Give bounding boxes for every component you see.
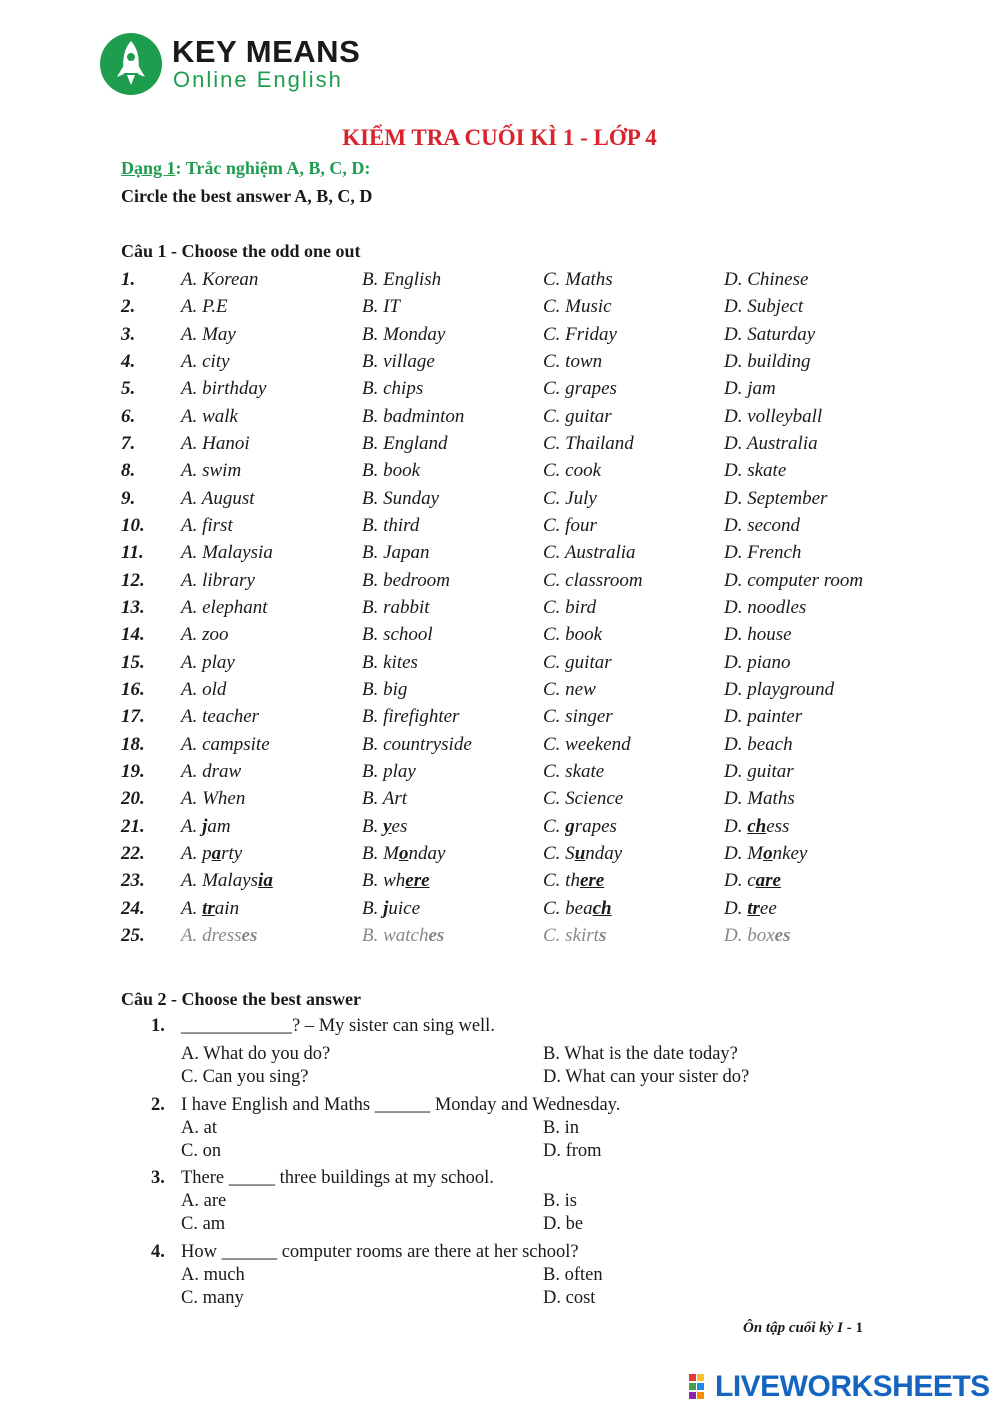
option-text: B. M	[362, 842, 399, 864]
item-number: 3.	[121, 323, 136, 345]
option-text: C. S	[543, 842, 575, 864]
rocket-icon	[100, 33, 162, 95]
option-a[interactable]: A. campsite	[181, 733, 270, 755]
item-number: 20.	[121, 788, 145, 810]
list-item	[121, 539, 921, 566]
list-item	[121, 485, 921, 512]
option-text: ess	[766, 815, 790, 837]
list-item	[121, 813, 921, 840]
question-item	[151, 1168, 911, 1238]
list-item	[121, 758, 921, 785]
section-label-underlined: Dạng 1	[121, 158, 176, 178]
option-a[interactable]: A. Korean	[181, 269, 259, 290]
question-item	[151, 1242, 911, 1312]
option-text: am	[207, 815, 231, 837]
option-d[interactable]: D. September	[724, 487, 828, 509]
option-a[interactable]: A. much	[181, 1265, 245, 1285]
option-text: ain	[214, 897, 240, 919]
list-item	[121, 567, 921, 594]
page-number: 1	[855, 1320, 864, 1336]
option-b[interactable]: B. firefighter	[362, 706, 460, 728]
option-b[interactable]: B. badminton	[362, 405, 465, 427]
option-text: rty	[221, 842, 243, 864]
list-item	[121, 375, 921, 402]
footer-roman: I	[837, 1320, 844, 1336]
option-c[interactable]: C. town	[543, 350, 603, 372]
option-b[interactable]: B. Monday	[362, 323, 446, 345]
brand-name: KEY MEANS	[172, 34, 361, 69]
option-a[interactable]	[181, 895, 239, 922]
list-item	[121, 676, 921, 703]
item-number: 6.	[121, 405, 136, 427]
highlighted-letters: o	[763, 842, 773, 864]
highlighted-letters: tr	[747, 897, 760, 919]
option-c[interactable]: C. Australia	[543, 542, 636, 564]
item-number: 4.	[121, 350, 136, 372]
item-number: 1.	[151, 1016, 165, 1036]
item-number: 18.	[121, 733, 145, 755]
item-number: 22.	[121, 842, 145, 864]
option-text: D.	[724, 815, 748, 837]
option-c[interactable]	[543, 867, 604, 894]
item-number: 15.	[121, 651, 145, 673]
option-c[interactable]: C. Maths	[543, 269, 613, 290]
option-c[interactable]: C. many	[181, 1288, 244, 1308]
list-item	[121, 266, 921, 293]
section-label-rest: : Trắc nghiệm A, B, C, D:	[175, 158, 371, 178]
option-b[interactable]: B. book	[362, 460, 421, 482]
option-c[interactable]: C. cook	[543, 460, 602, 482]
option-d[interactable]	[724, 895, 777, 922]
question-stem: I have English and Maths ______ Monday and Wednesday.	[181, 1095, 621, 1115]
option-c[interactable]: C. am	[181, 1214, 226, 1234]
highlighted-letters: j	[202, 815, 208, 837]
option-b[interactable]: B. bedroom	[362, 569, 450, 591]
highlighted-letters: tr	[202, 897, 215, 919]
option-b[interactable]: B. third	[362, 514, 420, 536]
list-item	[121, 457, 921, 484]
option-a[interactable]	[181, 867, 273, 894]
option-a[interactable]: A. first	[181, 514, 233, 536]
highlighted-letters: u	[574, 842, 586, 864]
option-d[interactable]: D. volleyball	[724, 405, 823, 427]
option-b[interactable]: B. chips	[362, 378, 424, 400]
option-d[interactable]: D. noodles	[724, 596, 807, 618]
option-d[interactable]: D. skate	[724, 460, 787, 482]
option-d[interactable]: D. What can your sister do?	[543, 1067, 750, 1087]
option-a[interactable]	[181, 813, 231, 840]
option-c[interactable]: C. bird	[543, 596, 597, 618]
option-b[interactable]	[362, 922, 444, 949]
option-b[interactable]: B. kites	[362, 651, 418, 673]
option-c[interactable]: C. Can you sing?	[181, 1067, 309, 1087]
item-number: 17.	[121, 706, 145, 728]
item-number: 7.	[121, 432, 136, 454]
list-item	[121, 512, 921, 539]
list-item	[121, 403, 921, 430]
option-c[interactable]: C. Thailand	[543, 432, 634, 454]
highlighted-letters: es	[428, 924, 445, 946]
option-text: C. th	[543, 870, 580, 892]
question-stem: There _____ three buildings at my school.	[181, 1168, 494, 1188]
option-d[interactable]: D. from	[543, 1141, 602, 1161]
footer-label: Ôn tập cuối kỳ	[743, 1320, 838, 1336]
option-a[interactable]: A. swim	[181, 460, 242, 482]
item-number: 5.	[121, 378, 136, 400]
item-number: 2.	[151, 1095, 165, 1115]
item-number: 11.	[121, 542, 144, 564]
option-c[interactable]: C. July	[543, 487, 597, 509]
odd-one-out-list	[121, 266, 921, 949]
option-text: rapes	[574, 815, 617, 837]
option-d[interactable]: D. Maths	[724, 788, 795, 810]
item-number: 23.	[121, 870, 145, 892]
option-text: nday	[408, 842, 446, 864]
list-item	[121, 430, 921, 457]
page-footer	[743, 1320, 863, 1337]
highlighted-letters: j	[383, 897, 389, 919]
list-item	[121, 922, 921, 949]
option-b[interactable]	[362, 813, 407, 840]
option-b[interactable]: B. in	[543, 1118, 579, 1138]
highlighted-letters: y	[383, 815, 392, 837]
item-number: 21.	[121, 815, 145, 837]
option-c[interactable]: C. on	[181, 1141, 222, 1161]
option-a[interactable]: A. play	[181, 651, 235, 673]
option-text: nday	[585, 842, 623, 864]
option-text: nkey	[772, 842, 808, 864]
option-a[interactable]	[181, 922, 257, 949]
option-text: D. box	[724, 924, 775, 946]
option-d[interactable]: D. be	[543, 1214, 584, 1234]
option-text: A. Malays	[181, 870, 259, 892]
list-item	[121, 703, 921, 730]
option-a[interactable]: A. birthday	[181, 378, 267, 400]
option-a[interactable]: A. teacher	[181, 706, 260, 728]
option-b[interactable]: B. countryside	[362, 733, 472, 755]
option-text: D.	[724, 897, 748, 919]
option-c[interactable]	[543, 840, 622, 867]
highlighted-letters: ia	[258, 870, 273, 892]
highlighted-letters: ere	[405, 870, 430, 892]
option-b[interactable]: B. school	[362, 624, 433, 646]
option-a[interactable]: A. draw	[181, 760, 242, 782]
option-d[interactable]: D. piano	[724, 651, 791, 673]
page-title: KIỂM TRA CUỐI KÌ 1 - LỚP 4	[342, 125, 657, 150]
option-d[interactable]: D. building	[724, 350, 811, 372]
item-number: 12.	[121, 569, 145, 591]
option-d[interactable]: D. Chinese	[724, 269, 809, 290]
option-d[interactable]	[724, 840, 807, 867]
list-item	[121, 840, 921, 867]
option-d[interactable]: D. playground	[724, 678, 835, 700]
option-text: B.	[362, 815, 384, 837]
question-item	[151, 1016, 911, 1092]
highlighted-letters: g	[565, 815, 575, 837]
option-a[interactable]: A. library	[181, 569, 255, 591]
item-number: 1.	[121, 269, 136, 290]
option-c[interactable]: C. four	[543, 514, 597, 536]
list-item	[121, 594, 921, 621]
option-a[interactable]: A. old	[181, 678, 227, 700]
option-a[interactable]: A. P.E	[181, 296, 228, 318]
item-number: 2.	[121, 296, 136, 318]
instruction: Circle the best answer A, B, C, D	[121, 186, 373, 206]
option-b[interactable]	[362, 895, 420, 922]
option-c[interactable]: C. skate	[543, 760, 605, 782]
list-item	[121, 649, 921, 676]
option-b[interactable]: B. play	[362, 760, 416, 782]
option-c[interactable]: C. weekend	[543, 733, 631, 755]
liveworksheets-icon	[689, 1374, 713, 1400]
question-stem: How ______ computer rooms are there at her school?	[181, 1242, 579, 1262]
option-c[interactable]	[543, 895, 612, 922]
highlighted-letters: es	[241, 924, 258, 946]
option-b[interactable]: B. Japan	[362, 542, 430, 564]
option-b[interactable]: B. is	[543, 1191, 577, 1211]
option-text: C.	[543, 815, 566, 837]
option-c[interactable]: C. guitar	[543, 651, 612, 673]
highlighted-letters: s	[598, 924, 607, 946]
item-number: 4.	[151, 1242, 165, 1262]
option-a[interactable]: A. Malaysia	[181, 542, 273, 564]
option-d[interactable]: D. second	[724, 514, 800, 536]
list-item	[121, 785, 921, 812]
option-d[interactable]	[724, 813, 789, 840]
option-d[interactable]: D. guitar	[724, 760, 794, 782]
option-c[interactable]: C. book	[543, 624, 603, 646]
option-c[interactable]: C. guitar	[543, 405, 612, 427]
option-c[interactable]: C. new	[543, 678, 596, 700]
list-item	[121, 348, 921, 375]
highlighted-letters: are	[755, 870, 781, 892]
highlighted-letters: a	[211, 842, 222, 864]
option-text: A. p	[181, 842, 212, 864]
question-stem: ____________? – My sister can sing well.	[181, 1016, 495, 1036]
list-item	[121, 321, 921, 348]
option-text: D. c	[724, 870, 756, 892]
option-b[interactable]: B. big	[362, 678, 408, 700]
option-a[interactable]: A. are	[181, 1191, 227, 1211]
option-b[interactable]: B. IT	[362, 296, 400, 318]
option-b[interactable]: B. rabbit	[362, 596, 430, 618]
option-d[interactable]: D. jam	[724, 378, 776, 400]
option-c[interactable]	[543, 813, 617, 840]
item-number: 16.	[121, 678, 145, 700]
option-d[interactable]: D. Australia	[724, 432, 818, 454]
option-a[interactable]: A. walk	[181, 405, 238, 427]
item-number: 3.	[151, 1168, 165, 1188]
option-a[interactable]: A. at	[181, 1118, 217, 1138]
question-2-heading: Câu 2 - Choose the best answer	[121, 989, 361, 1009]
list-item	[121, 895, 921, 922]
option-a[interactable]: A. August	[181, 487, 255, 509]
option-c[interactable]: C. Science	[543, 788, 624, 810]
item-number: 25.	[121, 924, 145, 946]
option-d[interactable]: D. French	[724, 542, 802, 564]
option-c[interactable]: C. Friday	[543, 323, 617, 345]
option-a[interactable]	[181, 840, 242, 867]
option-d[interactable]: D. painter	[724, 706, 803, 728]
option-b[interactable]: B. often	[543, 1265, 603, 1285]
option-text: C. skirt	[543, 924, 599, 946]
option-d[interactable]	[724, 922, 790, 949]
option-d[interactable]	[724, 867, 781, 894]
item-number: 24.	[121, 897, 145, 919]
option-b[interactable]	[362, 840, 445, 867]
liveworksheets-text: LIVEWORKSHEETS	[715, 1370, 990, 1403]
option-c[interactable]	[543, 922, 606, 949]
option-b[interactable]	[362, 867, 430, 894]
list-item	[121, 731, 921, 758]
option-d[interactable]: D. Saturday	[724, 323, 816, 345]
option-text: B. wh	[362, 870, 406, 892]
item-number: 14.	[121, 624, 145, 646]
option-text: A. dress	[181, 924, 242, 946]
option-b[interactable]: B. English	[362, 269, 442, 290]
option-d[interactable]: D. cost	[543, 1288, 596, 1308]
option-a[interactable]: A. elephant	[181, 596, 268, 618]
highlighted-letters: o	[398, 842, 409, 864]
option-a[interactable]: A. When	[181, 788, 246, 810]
option-c[interactable]: C. Music	[543, 296, 612, 318]
section-label	[121, 158, 370, 179]
highlighted-letters: ch	[747, 815, 767, 837]
option-d[interactable]: D. beach	[724, 733, 793, 755]
list-item	[121, 293, 921, 320]
list-item	[121, 621, 921, 648]
option-b[interactable]: B. England	[362, 432, 448, 454]
question-item	[151, 1095, 911, 1165]
highlighted-letters: ch	[592, 897, 612, 919]
option-b[interactable]: B. village	[362, 350, 435, 372]
option-a[interactable]: A. zoo	[181, 624, 229, 646]
item-number: 9.	[121, 487, 136, 509]
highlighted-letters: es	[774, 924, 791, 946]
question-1-heading: Câu 1 - Choose the odd one out	[121, 241, 361, 261]
option-a[interactable]: A. May	[181, 323, 236, 345]
option-b[interactable]: B. What is the date today?	[543, 1044, 738, 1064]
option-d[interactable]: D. Subject	[724, 296, 804, 318]
option-b[interactable]: B. Art	[362, 788, 408, 810]
option-a[interactable]: A. What do you do?	[181, 1044, 331, 1064]
item-number: 10.	[121, 514, 145, 536]
option-text: D. M	[724, 842, 764, 864]
item-number: 8.	[121, 460, 136, 482]
option-text: B.	[362, 897, 384, 919]
option-c[interactable]: C. classroom	[543, 569, 643, 591]
option-text: es	[391, 815, 408, 837]
option-c[interactable]: C. singer	[543, 706, 613, 728]
highlighted-letters: ere	[579, 870, 605, 892]
option-d[interactable]: D. computer room	[724, 569, 864, 591]
option-b[interactable]: B. Sunday	[362, 487, 440, 509]
option-text: ee	[759, 897, 777, 919]
option-a[interactable]: A. city	[181, 350, 230, 372]
option-text: C. bea	[543, 897, 593, 919]
option-text: uice	[388, 897, 421, 919]
footer-separator: -	[843, 1320, 856, 1336]
option-text: A.	[181, 815, 203, 837]
option-c[interactable]: C. grapes	[543, 378, 617, 400]
option-text: B. watch	[362, 924, 429, 946]
brand-tagline: Online English	[173, 67, 343, 92]
list-item	[121, 867, 921, 894]
item-number: 19.	[121, 760, 145, 782]
item-number: 13.	[121, 596, 145, 618]
option-text: A.	[181, 897, 203, 919]
option-d[interactable]: D. house	[724, 624, 792, 646]
option-a[interactable]: A. Hanoi	[181, 432, 250, 454]
